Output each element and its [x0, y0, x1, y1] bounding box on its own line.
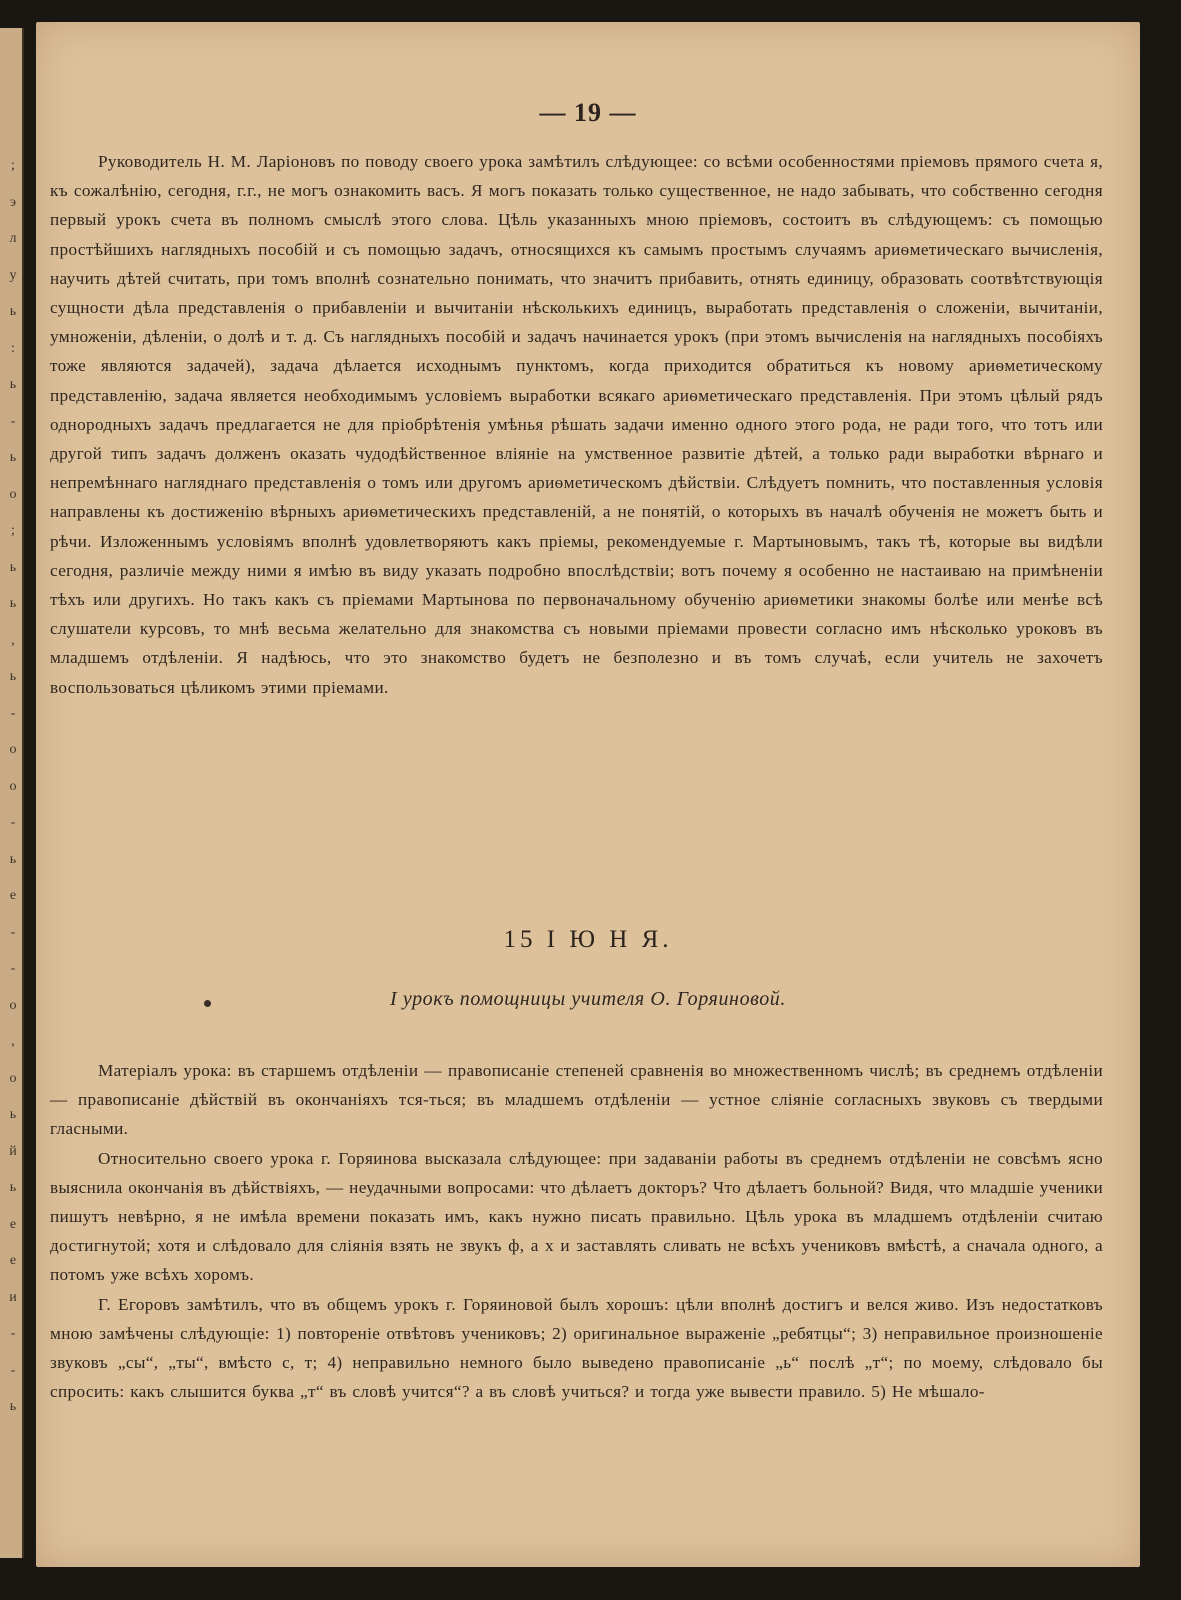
margin-fragment: э [9, 194, 16, 210]
margin-fragment: е [9, 1253, 17, 1268]
margin-fragment: у [9, 267, 17, 283]
date-heading: 15 І Ю Н Я. [503, 926, 673, 953]
margin-fragment: - [10, 705, 16, 721]
paragraph: Руководитель Н. М. Ларіоновъ по поводу своего урока замѣтилъ слѣдующее: со всѣми особенностями пріемовъ прямого счета я, къ сожалѣнію, сегодня, г.г., не могъ ознакомить васъ. Я могъ показать только существенное, не надо забывать, что собственно сегодня первый урокъ счета въ полномъ смыслѣ этого слова. Цѣль указанныхъ мною пріемовъ, состоитъ въ слѣдующемъ: съ помощью простѣйшихъ наглядныхъ пособій и съ помощью задачъ, относящихся къ самымъ простымъ случаямъ ариѳметическаго вычисленія, научить дѣтей считать, при томъ вполнѣ сознательно понимать, что значитъ прибавить, отнять единицу, образовать соотвѣтствующія сущности дѣла представленія о прибавленіи и вычитаніи нѣсколькихъ единицъ, выработать представленія о сложеніи, вычитаніи, умноженіи, дѣленіи, о долѣ и т. д. Съ наглядныхъ пособій и задачъ начинается урокъ (при этомъ вычисленія на наглядныхъ пособіяхъ тоже являются задачей), задача дѣлается исходнымъ пунктомъ, когда приходится обратиться къ новому ариѳметическому представленію, задача является необходимымъ условіемъ выработки всякаго ариѳметическаго представленія. При этомъ цѣлый рядъ однородныхъ задачъ предлагается не для пріобрѣтенія умѣнья рѣшать задачи именно одного этого рода, не ради того, что тотъ или другой типъ задачъ долженъ оказать чудодѣйственное вліяніе на умственное развитіе дѣтей, а только ради выработки вѣрнаго и непремѣннаго нагляднаго представленія о томъ или другомъ ариѳметическомъ дѣйствіи. Слѣдуетъ помнить, что поставленныя условія направлены къ достиженію вѣрныхъ ариѳметическихъ представленій, а не понятій, о которыхъ въ началѣ обученія не можетъ быть и рѣчи. Изложеннымъ условіямъ вполнѣ удовлетворяютъ какъ пріемы, рекомендуемые г. Мартыновымъ, такъ тѣ, которые вы видѣли сегодня, различіе между ними я имѣю въ виду указать подробно впослѣдствіи; вотъ почему я особенно не настаиваю на примѣненіи тѣхъ или другихъ. Но такъ какъ съ пріемами Мартынова по первоначальному обученію ариѳметики знакомы болѣе или менѣе всѣ слушатели курсовъ, то мнѣ весьма желательно для знакомства съ новыми пріемами провести согласно имъ нѣсколько уроковъ въ младшемъ отдѣленіи. Я надѣюсь, что это знакомство будетъ не безполезно и въ томъ случаѣ, если учитель не захочетъ воспользоваться цѣликомъ этими пріемами. [50, 152, 1103, 697]
margin-fragment: и [9, 1289, 17, 1305]
margin-fragment: - [10, 1326, 16, 1341]
margin-fragment: ь [9, 559, 17, 575]
margin-fragment: - [10, 924, 16, 940]
margin-fragment: ь [9, 1107, 17, 1122]
margin-fragment: , [11, 1034, 15, 1049]
section-lesson-discussion [50, 1056, 1103, 1406]
margin-fragment: ; [11, 523, 15, 538]
margin-fragment: ; [11, 158, 15, 173]
margin-fragment: - [10, 413, 16, 429]
margin-fragment: ь [9, 669, 17, 684]
margin-fragment: ь [9, 851, 17, 867]
margin-fragment: ь [9, 1180, 17, 1195]
margin-fragment: о [9, 778, 17, 794]
lesson-title: I урокъ помощницы учителя О. Горяиновой. [390, 988, 786, 1010]
margin-fragment: ь [9, 1399, 17, 1414]
margin-fragment: ь [9, 450, 17, 465]
margin-fragment: е [9, 1216, 17, 1232]
adjacent-page-edge [0, 28, 24, 1558]
margin-fragment: о [9, 486, 17, 502]
paragraph: Матеріалъ урока: въ старшемъ отдѣленіи — правописаніе степеней сравненія во множественномъ числѣ; въ среднемъ отдѣленіи — правописаніе дѣйствій въ окончаніяхъ тся-ться; въ младшемъ отдѣленіи — устное сліяніе согласныхъ звуковъ съ твердыми гласными. [50, 1061, 1103, 1139]
margin-fragment: ь [9, 304, 17, 319]
margin-fragment: о [9, 1070, 17, 1086]
margin-fragment: - [10, 815, 16, 830]
margin-fragment: - [10, 1362, 16, 1378]
margin-fragment: о [9, 742, 17, 757]
margin-fragment: л [9, 231, 17, 246]
margin-fragment: : [11, 340, 15, 356]
paragraph: Относительно своего урока г. Горяинова высказала слѣдующее: при задаваніи работы въ среднемъ отдѣленіи не совсѣмъ ясно выяснила окончанія въ дѣйствіяхъ, — неудачными вопросами: что дѣлаетъ докторъ? Что дѣлаетъ больной? Видя, что младшіе ученики пишутъ невѣрно, я не имѣла времени показать имъ, какъ нужно писать правильно. Цѣль урока въ младшемъ отдѣленіи считаю достигнутой; хотя и слѣдовало для сліянія взять не звукъ ф, а х и заставлять сливать не всѣхъ учениковъ вмѣстѣ, а сначала одного, а потомъ уже всѣхъ хоромъ. [50, 1148, 1103, 1285]
section-larionov-remarks [50, 147, 1103, 702]
paragraph: Г. Егоровъ замѣтилъ, что въ общемъ урокъ г. Горяиновой былъ хорошъ: цѣли вполнѣ достигъ и велся живо. Изъ недостатковъ мною замѣчены слѣдующіе: 1) повтореніе отвѣтовъ учениковъ; 2) оригинальное выраженіе „ребятцы“; 3) неправильное произношеніе звуковъ „сы“, „ты“, вмѣсто с, т; 4) неправильно немного было выведено правописаніе „ь“ послѣ „т“; по моему, слѣдовало бы спросить: какъ слышится буква „т“ въ словѣ учится“? а въ словѣ учиться? и тогда уже вывести правило. 5) Не мѣшало- [50, 1294, 1103, 1402]
document-page [36, 22, 1140, 1567]
margin-fragment: , [11, 632, 15, 648]
margin-fragment: ь [9, 377, 17, 392]
margin-fragment: ь [9, 596, 17, 611]
margin-fragment: е [9, 888, 17, 903]
margin-fragment: - [10, 961, 16, 976]
margin-fragment: й [9, 1143, 17, 1159]
page-number: — 19 — [539, 98, 637, 127]
margin-fragment: о [9, 997, 17, 1013]
